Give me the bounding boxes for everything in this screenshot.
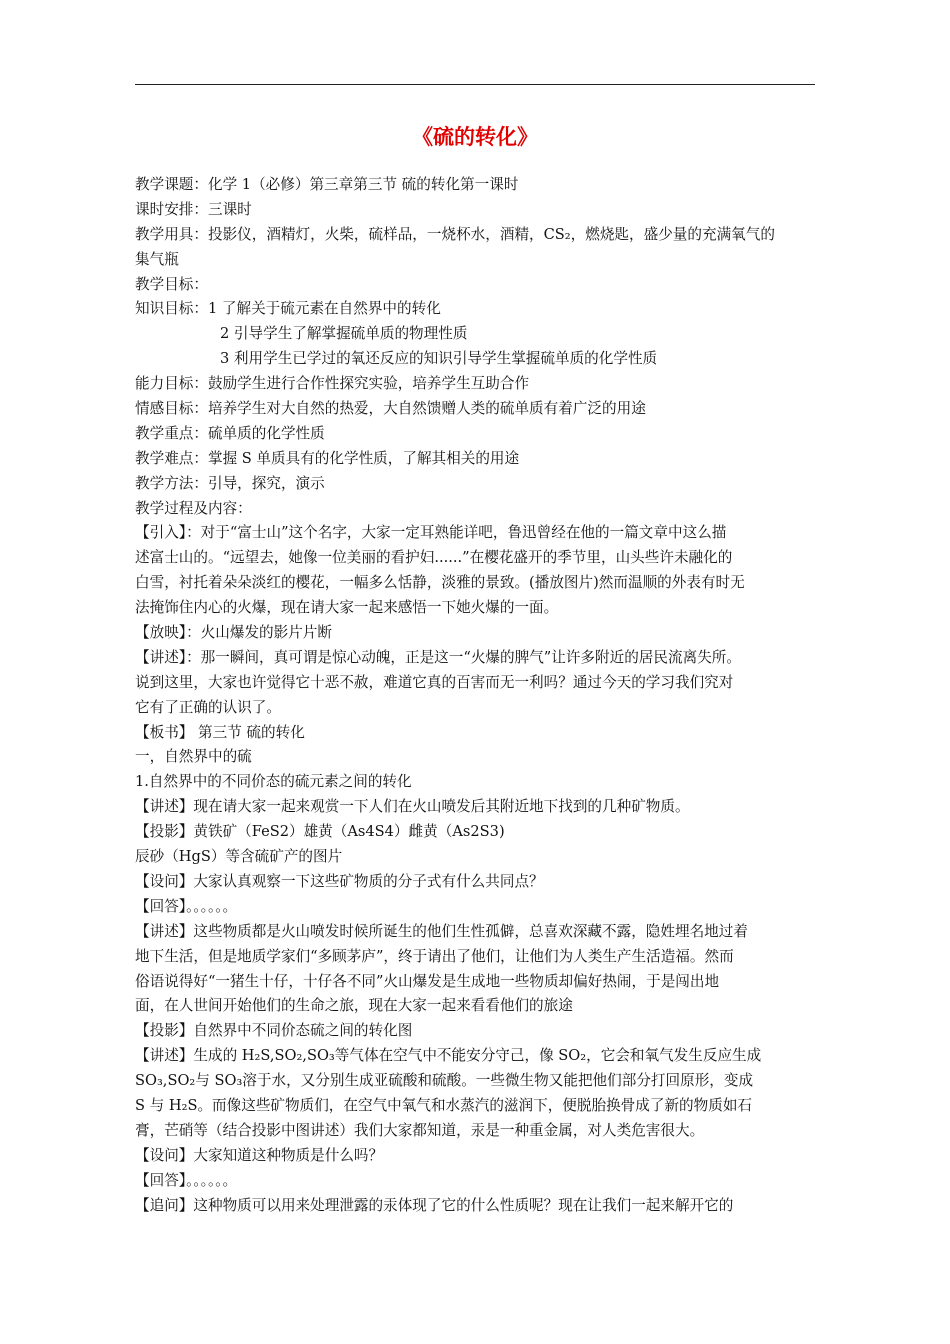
text-line: 能力目标：鼓励学生进行合作性探究实验，培养学生互助合作 [135, 375, 530, 393]
text-line: 【投影】自然界中不同价态硫之间的转化图 [135, 1022, 413, 1040]
text-line: 【放映】：火山爆发的影片片断 [135, 624, 333, 642]
text-line: 课时安排：三课时 [135, 200, 252, 218]
text-line: 情感目标：培养学生对大自然的热爱，大自然馈赠人类的硫单质有着广泛的用途 [135, 400, 646, 418]
text-line: 教学重点：硫单质的化学性质 [135, 424, 325, 442]
document-body [135, 173, 820, 1218]
text-line: 1.自然界中的不同价态的硫元素之间的转化 [135, 773, 412, 791]
text-line: 【设问】大家知道这种物质是什么吗？ [135, 1146, 384, 1164]
text-line: 面，在人世间开始他们的生命之旅，现在大家一起来看看他们的旅途 [135, 997, 573, 1015]
text-line: 3 利用学生已学过的氧还反应的知识引导学生掌握硫单质的化学性质 [220, 350, 658, 368]
text-line: 【设问】大家认真观察一下这些矿物质的分子式有什么共同点？ [135, 872, 544, 890]
text-line: 集气瓶 [135, 250, 179, 268]
text-line: S 与 H₂S。而像这些矿物质们，在空气中氧气和水蒸汽的滋润下，便脱胎换骨成了新的物质如石 [135, 1096, 753, 1114]
text-line: 辰砂（HgS）等含硫矿产的图片 [135, 848, 343, 866]
text-line: 【讲述】：那一瞬间，真可谓是惊心动魄，正是这一“火爆的脾气”让许多附近的居民流离失所。 [135, 648, 741, 666]
text-line: 说到这里，大家也许觉得它十恶不赦，难道它真的百害而无一利吗？通过今天的学习我们究对 [135, 673, 734, 691]
text-line: 法掩饰住内心的火爆，现在请大家一起来感悟一下她火爆的一面。 [135, 599, 559, 617]
text-line: 俗语说得好“一猪生十仔，十仔各不同”火山爆发是生成地一些物质却偏好热闹，于是闯出地 [135, 972, 720, 990]
text-line: 述富士山的。“远望去，她像一位美丽的看护妇......”在樱花盛开的季节里，山头些许未融化的 [135, 549, 733, 567]
text-line: 2 引导学生了解掌握硫单质的物理性质 [220, 325, 468, 343]
header-rule [135, 84, 815, 85]
text-line: 教学方法：引导，探究，演示 [135, 474, 325, 492]
text-line: 教学课题：化学 1（必修）第三章第三节 硫的转化第一课时 [135, 176, 519, 193]
text-line: SO₃,SO₂与 SO₃溶于水，又分别生成亚硫酸和硫酸。一些微生物又能把他们部分打回原形，变成 [135, 1072, 754, 1090]
document-title: 《硫的转化》 [412, 124, 538, 149]
text-line: 知识目标：1 了解关于硫元素在自然界中的转化 [135, 300, 441, 318]
text-line: 教学用具：投影仪，酒精灯，火柴，硫样品，一烧杯水，酒精，CS₂，燃烧匙，盛少量的充满氧气的 [135, 225, 775, 243]
text-line: 【回答】。。。。。。 [135, 1171, 238, 1189]
text-line: 地下生活，但是地质学家们“多顾茅庐”，终于请出了他们，让他们为人类生产生活造福。然而 [135, 947, 734, 965]
text-line: 教学目标： [135, 275, 208, 293]
text-line: 【板书】 第三节 硫的转化 [135, 723, 305, 741]
text-line: 膏，芒硝等（结合投影中图讲述）我们大家都知道，汞是一种重金属，对人类危害很大。 [135, 1121, 705, 1139]
text-line: 一，自然界中的硫 [135, 748, 252, 766]
text-line: 【投影】黄铁矿（FeS2）雄黄（As4S4）雌黄（As2S3) [135, 823, 505, 841]
text-line: 教学过程及内容： [135, 499, 252, 517]
text-line: 【讲述】现在请大家一起来观赏一下人们在火山喷发后其附近地下找到的几种矿物质。 [135, 798, 690, 816]
text-line: 它有了正确的认识了。 [135, 698, 281, 716]
text-line: 【追问】这种物质可以用来处理泄露的汞体现了它的什么性质呢？现在让我们一起来解开它的 [135, 1196, 734, 1214]
text-line: 【回答】。。。。。。 [135, 897, 238, 915]
text-line: 【引入】：对于“富士山”这个名字，大家一定耳熟能详吧，鲁迅曾经在他的一篇文章中这么描 [135, 524, 727, 542]
text-line: 教学难点：掌握 S 单质具有的化学性质，了解其相关的用途 [135, 449, 520, 467]
text-line: 【讲述】生成的 H₂S,SO₂,SO₃等气体在空气中不能安分守己，像 SO₂，它会和氧气发生反应生成 [135, 1047, 762, 1065]
text-line: 【讲述】这些物质都是火山喷发时候所诞生的他们生性孤僻，总喜欢深藏不露，隐姓埋名地过着 [135, 922, 748, 940]
text-line: 白雪，衬托着朵朵淡红的樱花，一幅多么恬静，淡雅的景致。(播放图片)然而温顺的外表有时无 [135, 574, 745, 592]
